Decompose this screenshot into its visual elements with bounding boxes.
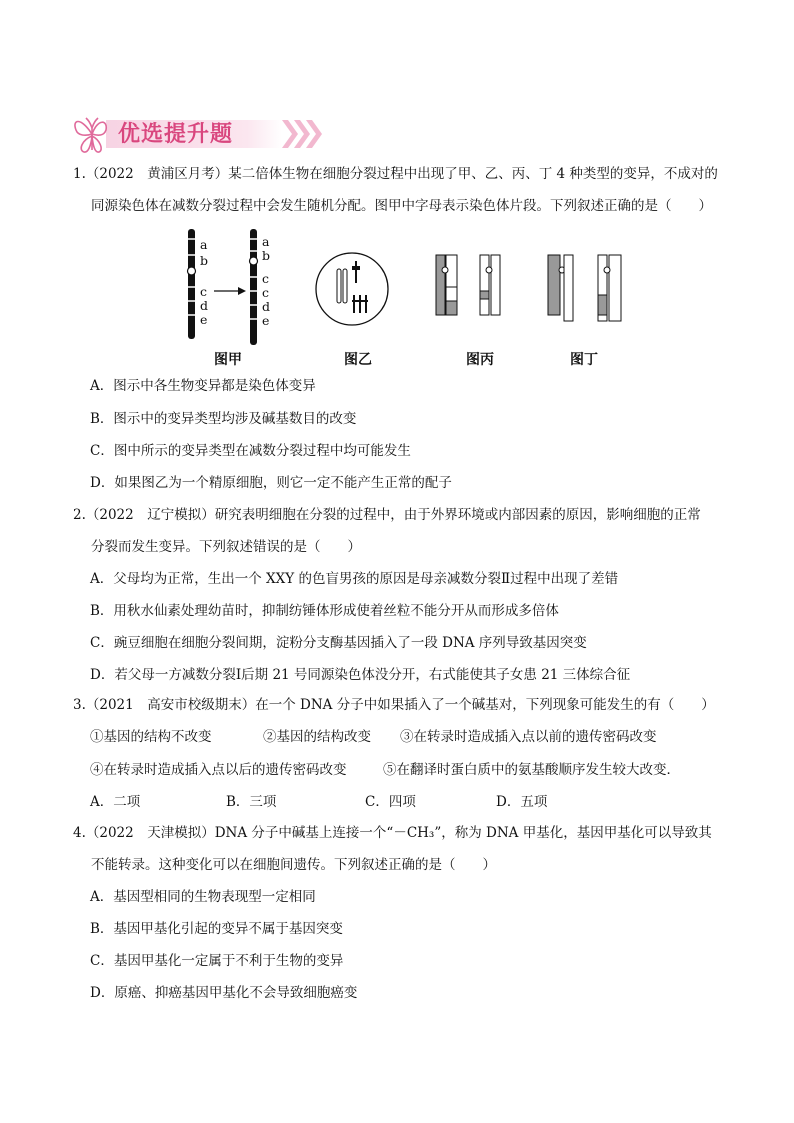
figure-ding-chromosomes: [548, 255, 621, 321]
question-2-option-b[interactable]: B．用秋水仙素处理幼苗时，抑制纺锤体形成使着丝粒不能分开从而形成多倍体: [90, 603, 559, 619]
question-4-stem-line1: 4.（2022 天津模拟）DNA 分子中碱基上连接一个“－CH₃”，称为 DNA 甲基化，基因甲基化可以导致其: [73, 825, 712, 841]
segment-label: c: [200, 284, 208, 299]
question-3-option-c[interactable]: C．四项: [365, 794, 416, 810]
question-3-option-d[interactable]: D．五项: [496, 794, 548, 810]
question-3-item-2: ②基因的结构改变: [263, 729, 371, 745]
question-1-option-b[interactable]: B．图示中的变异类型均涉及碱基数目的改变: [90, 411, 357, 427]
figure-jia-caption: 图甲: [214, 352, 242, 368]
question-1-option-d[interactable]: D．如果图乙为一个精原细胞，则它一定不能产生正常的配子: [90, 475, 452, 491]
question-3-item-5: ⑤在翻译时蛋白质中的氨基酸顺序发生较大改变．: [383, 762, 680, 778]
question-3-stem-line1: 3.（2021 高安市校级期末）在一个 DNA 分子中如果插入了一个碱基对，下列现象可能发生的有（ ）: [73, 697, 715, 713]
question-1-option-a[interactable]: A．图示中各生物变异都是染色体变异: [90, 378, 316, 394]
segment-label: e: [200, 312, 208, 327]
segment-label: a: [262, 234, 270, 249]
butterfly-icon: [70, 110, 114, 158]
figure-jia-arrow: [214, 287, 246, 295]
segment-label: a: [200, 237, 208, 252]
segment-label: d: [200, 298, 209, 313]
segment-label: e: [262, 313, 270, 328]
question-1-stem-line2: 同源染色体在减数分裂过程中会发生随机分配。图甲中字母表示染色体片段。下列叙述正确的是（ ）: [91, 198, 712, 214]
question-3-item-4: ④在转录时造成插入点以后的遗传密码改变: [90, 762, 347, 778]
section-title: 优选提升题: [118, 122, 234, 147]
figure-jia-left-chromosome: [188, 229, 196, 339]
question-1-figures: [180, 225, 640, 350]
question-4-stem-line2: 不能转录。这种变化可以在细胞间遗传。下列叙述正确的是（ ）: [91, 857, 496, 873]
segment-label: c: [262, 271, 270, 286]
question-2-option-d[interactable]: D．若父母一方减数分裂Ⅰ后期 21 号同源染色体没分开，右式能使其子女患 21 三体综合征: [90, 667, 631, 683]
question-3-option-b[interactable]: B．三项: [226, 794, 277, 810]
question-2-option-a[interactable]: A．父母均为正常，生出一个 XXY 的色盲男孩的原因是母亲减数分裂Ⅱ过程中出现了差错: [90, 571, 619, 587]
question-4-option-b[interactable]: B．基因甲基化引起的变异不属于基因突变: [90, 921, 343, 937]
question-3-option-a[interactable]: A．二项: [90, 794, 141, 810]
figure-yi-cell: [316, 253, 388, 325]
question-4-option-a[interactable]: A．基因型相同的生物表现型一定相同: [90, 889, 316, 905]
segment-label: b: [200, 253, 209, 268]
figure-jia-right-labels: [262, 235, 270, 327]
question-1-option-c[interactable]: C．图中所示的变异类型在减数分裂过程中均可能发生: [90, 443, 411, 459]
question-4-option-d[interactable]: D．原癌、抑癌基因甲基化不会导致细胞癌变: [90, 985, 358, 1001]
question-2-option-c[interactable]: C．豌豆细胞在细胞分裂间期，淀粉分支酶基因插入了一段 DNA 序列导致基因突变: [90, 635, 587, 651]
figure-ding-caption: 图丁: [570, 352, 598, 368]
question-4-option-c[interactable]: C．基因甲基化一定属于不利于生物的变异: [90, 953, 344, 969]
question-3-item-3: ③在转录时造成插入点以前的遗传密码改变: [400, 729, 657, 745]
question-2-stem-line2: 分裂而发生变异。下列叙述错误的是（ ）: [91, 539, 361, 555]
figure-bing-chromosomes: [436, 255, 500, 315]
segment-label: b: [262, 248, 271, 263]
question-3-item-1: ①基因的结构不改变: [90, 729, 212, 745]
question-1-stem-line1: 1.（2022 黄浦区月考）某二倍体生物在细胞分裂过程中出现了甲、乙、丙、丁 4 种类型的变异，不成对的: [73, 166, 718, 182]
figure-yi-caption: 图乙: [344, 352, 372, 368]
segment-label: c: [262, 285, 270, 300]
question-2-stem-line1: 2.（2022 辽宁模拟）研究表明细胞在分裂的过程中，由于外界环境或内部因素的原因，影响细胞的正常: [73, 507, 701, 523]
figure-bing-caption: 图丙: [466, 352, 494, 368]
figure-jia-right-chromosome: [250, 229, 258, 345]
segment-label: d: [262, 299, 271, 314]
figure-jia-left-labels: [200, 238, 208, 326]
